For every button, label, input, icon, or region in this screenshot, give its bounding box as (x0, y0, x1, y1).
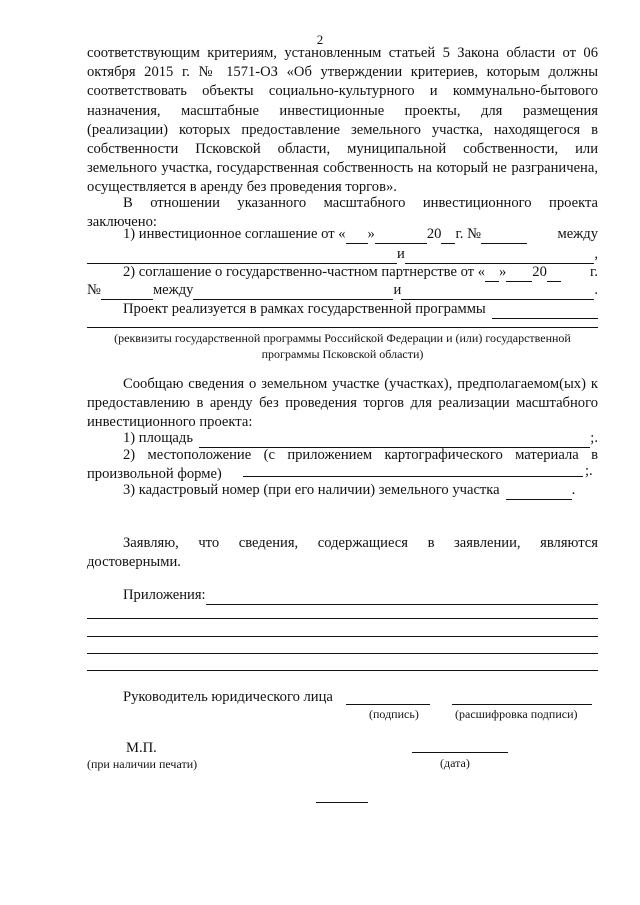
item2-quote-close: » (499, 264, 507, 280)
item2-party2-blank[interactable] (401, 286, 594, 300)
item1-number-label: г. № (455, 226, 481, 242)
attachments-blank-1[interactable] (206, 591, 598, 605)
signature-decoding-blank[interactable] (452, 704, 592, 705)
seal-label: М.П. (126, 740, 157, 756)
item2-number-label: № (87, 282, 101, 298)
item2-prefix: 2) соглашение о государственно-частном партнерстве от « (123, 264, 485, 280)
item2-and-label: и (393, 282, 402, 298)
item1-number-blank[interactable] (481, 230, 527, 244)
seal-caption: (при наличии печати) (87, 757, 198, 771)
item1-quote-close: » (367, 226, 375, 242)
decoding-caption: (расшифровка подписи) (455, 707, 578, 721)
intro-paragraph: соответствующим критериям, установленным статьей 5 Закона области от 06 октября 2015 г. № 1571-ОЗ «Об утверждении критериев, которым должны соответствовать объекты социально-культурного и коммунально-бытового назначения, масштабные инвестиционные проекты, для размещения (реализации) которых предоставление земельного участка, находящегося в собственности Псковской области, муниципальной собственности, или земельного участка, государственная собственность на который не разграничена, осуществляется в аренду без проведения торгов». (87, 45, 598, 196)
item1-line (87, 225, 598, 244)
land-area-label: 1) площадь (123, 430, 193, 446)
land-cadastral-line: 3) кадастровый номер (при его наличии) земельного участка . (123, 482, 576, 498)
item1-day-blank[interactable] (346, 230, 368, 244)
land-cadastral-label: 3) кадастровый номер (при его наличии) земельного участка (123, 482, 500, 498)
page-number: 2 (316, 32, 324, 47)
item1-month-blank[interactable] (375, 230, 427, 244)
document-page: 2 соответствующим критериям, установленным статьей 5 Закона области от 06 октября 2015 г. № 1571-ОЗ «Об утверждении критериев, которым должны соответствовать объекты социально-культурного и коммунально-бытового назначения, масштабные инвестиционные проекты, для размещения (реализации) которых предоставление земельного участка, находящегося в собственности Псковской области, муниципальной собственности, или земельного участка, государственная собственность на который не разграничена, осуществляется в аренду без проведения торгов». В отношении указанного масштабного инвестиционного проекта заключено: 1) инвестиционное соглашение от « » 20 г. № между и , 2) соглашение о государственно-частном партнерстве от « » 20 г. № между и . Проект реализуется в рамках государственной программы (реквизиты государственной программы Российской Федерации и (или) государственной программы Псковской области) Сообщаю сведения о земельном участке (участках), предполагаемом(ых) к предоставлению в аренду без проведения торгов для реализации масштабного инвестиционного проекта: 1) площадь ;. 2) местоположение (с приложением картографического материала в произвольной форме) ;. 3) кадастровый номер (при его наличии) земельного участка . Заявляю, что сведения, содержащиеся в заявлении, являются достоверными. Приложения: Руководитель юридического лица (подпись) (расшифровка подписи) М.П. (при наличии печати) (дата) (0, 0, 640, 905)
item2-year-suffix: г. (590, 264, 598, 280)
land-cadastral-blank[interactable] (506, 486, 572, 500)
item1-party2-blank[interactable] (405, 250, 595, 264)
program-blank[interactable] (492, 305, 598, 319)
attachments-blank-5[interactable] (87, 670, 598, 671)
item2-year-blank[interactable] (547, 268, 561, 282)
program-text: Проект реализуется в рамках государственной программы (123, 301, 486, 317)
declaration: Заявляю, что сведения, содержащиеся в заявлении, являются достоверными. (87, 535, 598, 571)
item2-number-blank[interactable] (101, 286, 153, 300)
item1-prefix: 1) инвестиционное соглашение от « (123, 226, 346, 242)
land-intro: Сообщаю сведения о земельном участке (участках), предполагаемом(ых) к предоставлению в аренду без проведения торгов для реализации масштабного инвестиционного проекта: (87, 376, 598, 431)
attachments-blank-3[interactable] (87, 636, 598, 637)
attachments-label: Приложения: (123, 587, 206, 603)
item1-party1-blank[interactable] (87, 250, 397, 264)
land-location (87, 446, 598, 484)
item2-party1-blank[interactable] (193, 286, 393, 300)
item2-month-blank[interactable] (506, 268, 532, 282)
item1-parties-line: и , (87, 245, 598, 264)
program-details-line[interactable] (87, 327, 598, 328)
signature-caption: (подпись) (369, 707, 419, 721)
item1-between-label: между (557, 226, 598, 242)
item2-between-label: между (152, 282, 194, 298)
program-line (87, 300, 598, 319)
land-location-blank[interactable] (243, 476, 583, 477)
date-caption: (дата) (440, 756, 470, 770)
item1-year-prefix: 20 (426, 226, 442, 242)
item1-and-label: и (397, 246, 405, 262)
signature-blank[interactable] (346, 704, 430, 705)
date-blank[interactable] (412, 752, 508, 753)
item2-year-prefix: 20 (532, 264, 547, 280)
head-label: Руководитель юридического лица (123, 689, 333, 705)
item2-line (87, 263, 598, 282)
concluded-intro: В отношении указанного масштабного инвестиционного проекта заключено: (87, 195, 598, 231)
attachments-blank-4[interactable] (87, 653, 598, 654)
attachments-line (87, 586, 598, 605)
program-caption: (реквизиты государственной программы Российской Федерации и (или) государственной программы Псковской области) (114, 331, 571, 361)
item2-day-blank[interactable] (485, 268, 499, 282)
item2-parties-line: № между и . (87, 282, 598, 298)
end-divider (316, 802, 368, 803)
item1-year-blank[interactable] (441, 230, 455, 244)
land-area-line: 1) площадь ;. (123, 430, 598, 446)
land-location-label: 2) местоположение (с приложением картографического материала в произвольной форме) (87, 447, 598, 483)
attachments-blank-2[interactable] (87, 618, 598, 619)
